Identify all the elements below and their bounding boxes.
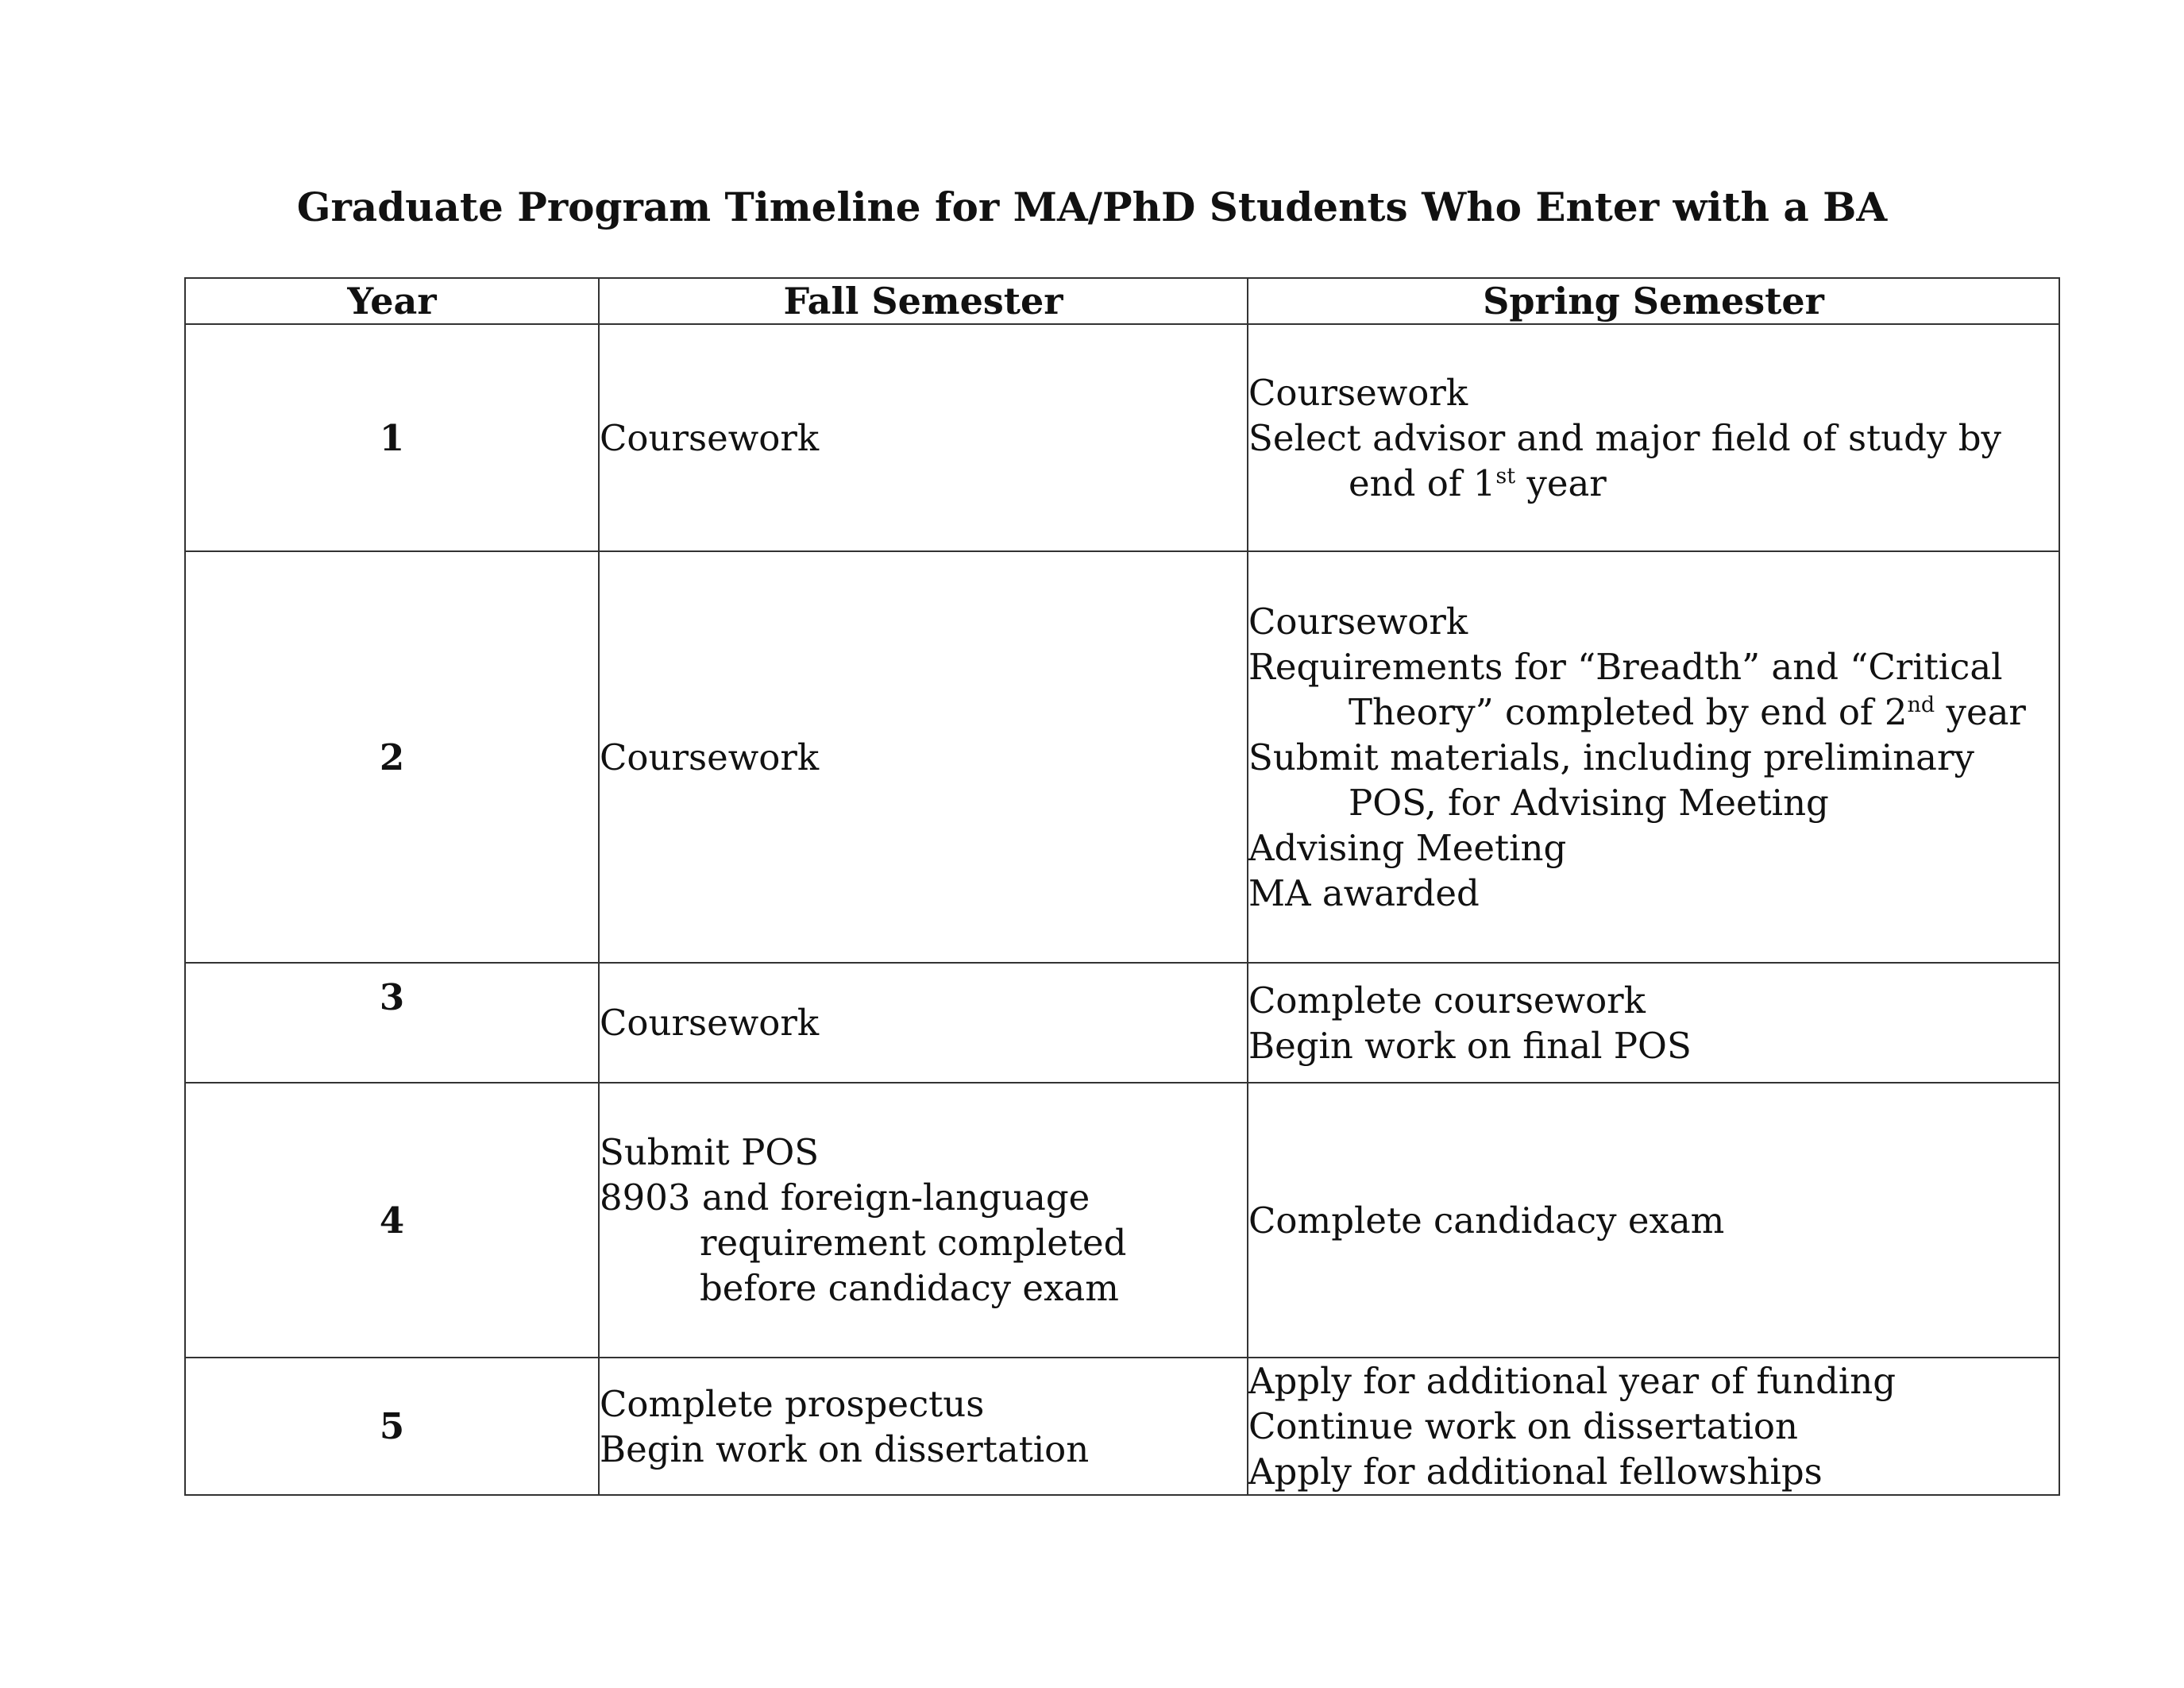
year-cell: 3 (185, 963, 599, 1083)
spring-cell (1248, 1083, 2059, 1358)
fall-entry: Coursework (600, 416, 820, 459)
header-row (185, 278, 2059, 324)
spring-entry: Apply for additional year of funding (1248, 1360, 1897, 1402)
spring-entry: Coursework (1248, 600, 1468, 643)
fall-entry: Coursework (600, 1002, 820, 1044)
table-row (185, 1358, 2059, 1495)
spring-cell (1248, 551, 2059, 963)
spring-cell (1248, 1358, 2059, 1495)
table-row (185, 963, 2059, 1083)
year-cell: 1 (185, 324, 599, 551)
table-row (185, 1083, 2059, 1358)
spring-entry: Submit materials, including preliminary POS, for Advising Meeting (1248, 736, 1974, 824)
spring-entry: Select advisor and major field of study by end of 1st year (1248, 416, 2001, 504)
spring-entry: Apply for additional fellowships (1248, 1450, 1823, 1493)
header-fall-semester: Fall Semester (599, 278, 1248, 324)
spring-cell (1248, 963, 2059, 1083)
header-spring-semester: Spring Semester (1248, 278, 2059, 324)
spring-entry: Complete coursework (1248, 979, 1646, 1022)
timeline-table (184, 277, 2060, 1496)
fall-entry: Complete prospectus (600, 1382, 985, 1425)
fall-cell (599, 963, 1248, 1083)
fall-cell (599, 1358, 1248, 1495)
year-cell: 5 (185, 1358, 599, 1495)
table-row (185, 324, 2059, 551)
spring-entry: Advising Meeting (1248, 826, 1567, 869)
year-cell: 2 (185, 551, 599, 963)
spring-entry: Complete candidacy exam (1248, 1199, 1725, 1242)
spring-entry: Coursework (1248, 371, 1468, 414)
spring-entry: Continue work on dissertation (1248, 1405, 1798, 1447)
table-row (185, 551, 2059, 963)
spring-entry: MA awarded (1248, 871, 1480, 914)
fall-entry: 8903 and foreign-language requirement completed before candidacy exam (600, 1176, 1127, 1309)
fall-cell (599, 551, 1248, 963)
spring-entry: Requirements for “Breadth” and “Critical Theory” completed by end of 2nd year (1248, 645, 2026, 733)
year-cell: 4 (185, 1083, 599, 1358)
spring-cell (1248, 324, 2059, 551)
header-year: Year (185, 278, 599, 324)
spring-entry: Begin work on final POS (1248, 1024, 1692, 1067)
document-title: Graduate Program Timeline for MA/PhD Students Who Enter with a BA (296, 183, 1888, 230)
fall-entry: Submit POS (600, 1131, 820, 1173)
fall-cell (599, 1083, 1248, 1358)
fall-cell (599, 324, 1248, 551)
fall-entry: Begin work on dissertation (600, 1427, 1090, 1470)
fall-entry: Coursework (600, 736, 820, 778)
